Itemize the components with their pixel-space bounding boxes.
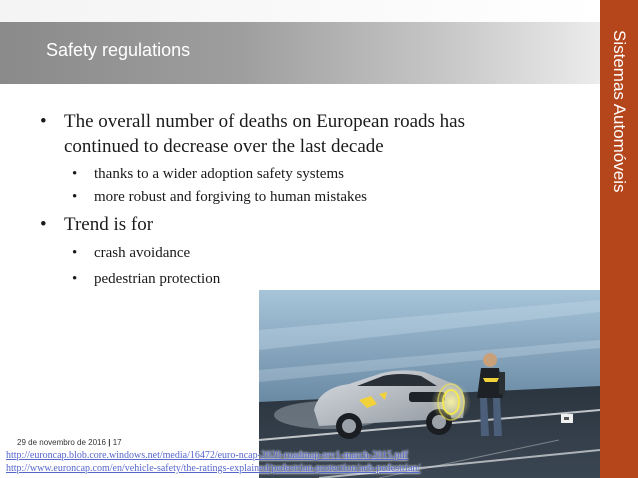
sub-bullet-glyph: • [72, 271, 78, 287]
bullet-glyph: • [40, 111, 47, 132]
bullet-glyph: • [40, 214, 47, 235]
sub-bullet-1-2: more robust and forgiving to human mistakes [94, 189, 368, 205]
bullet-1-line-2: continued to decrease over the last decade [64, 136, 384, 157]
page-number: 17 [112, 438, 122, 447]
footer-date-text: 29 de novembro de 2016 [17, 438, 106, 447]
side-label: Sistemas Automóveis [610, 30, 629, 193]
sub-bullet-glyph: • [72, 189, 78, 205]
sub-bullet-2-1: crash avoidance [94, 245, 191, 261]
bullet-1-line-1: The overall number of deaths on European roads has [64, 111, 465, 132]
sub-bullet-1-1: thanks to a wider adoption safety systems [94, 166, 344, 182]
footer-separator: | [108, 438, 111, 447]
sub-bullet-2-2: pedestrian protection [94, 271, 221, 287]
footer-date [17, 438, 122, 447]
slide-title: Safety regulations [46, 40, 191, 60]
sub-bullet-glyph: • [72, 166, 78, 182]
top-shade [0, 0, 600, 22]
sub-bullet-glyph: • [72, 245, 78, 261]
euroncap-aeb-pedestrian-link[interactable]: http://www.euroncap.com/en/vehicle-safety/the-ratings-explained/pedestrian-protection/aeb-pedestrian/ [6, 463, 421, 474]
euroncap-roadmap-link[interactable]: http://euroncap.blob.core.windows.net/media/16472/euro-ncap-2020-roadmap-rev1-march-2015.pdf [6, 450, 408, 461]
bullet-2-line-1: Trend is for [64, 214, 154, 235]
